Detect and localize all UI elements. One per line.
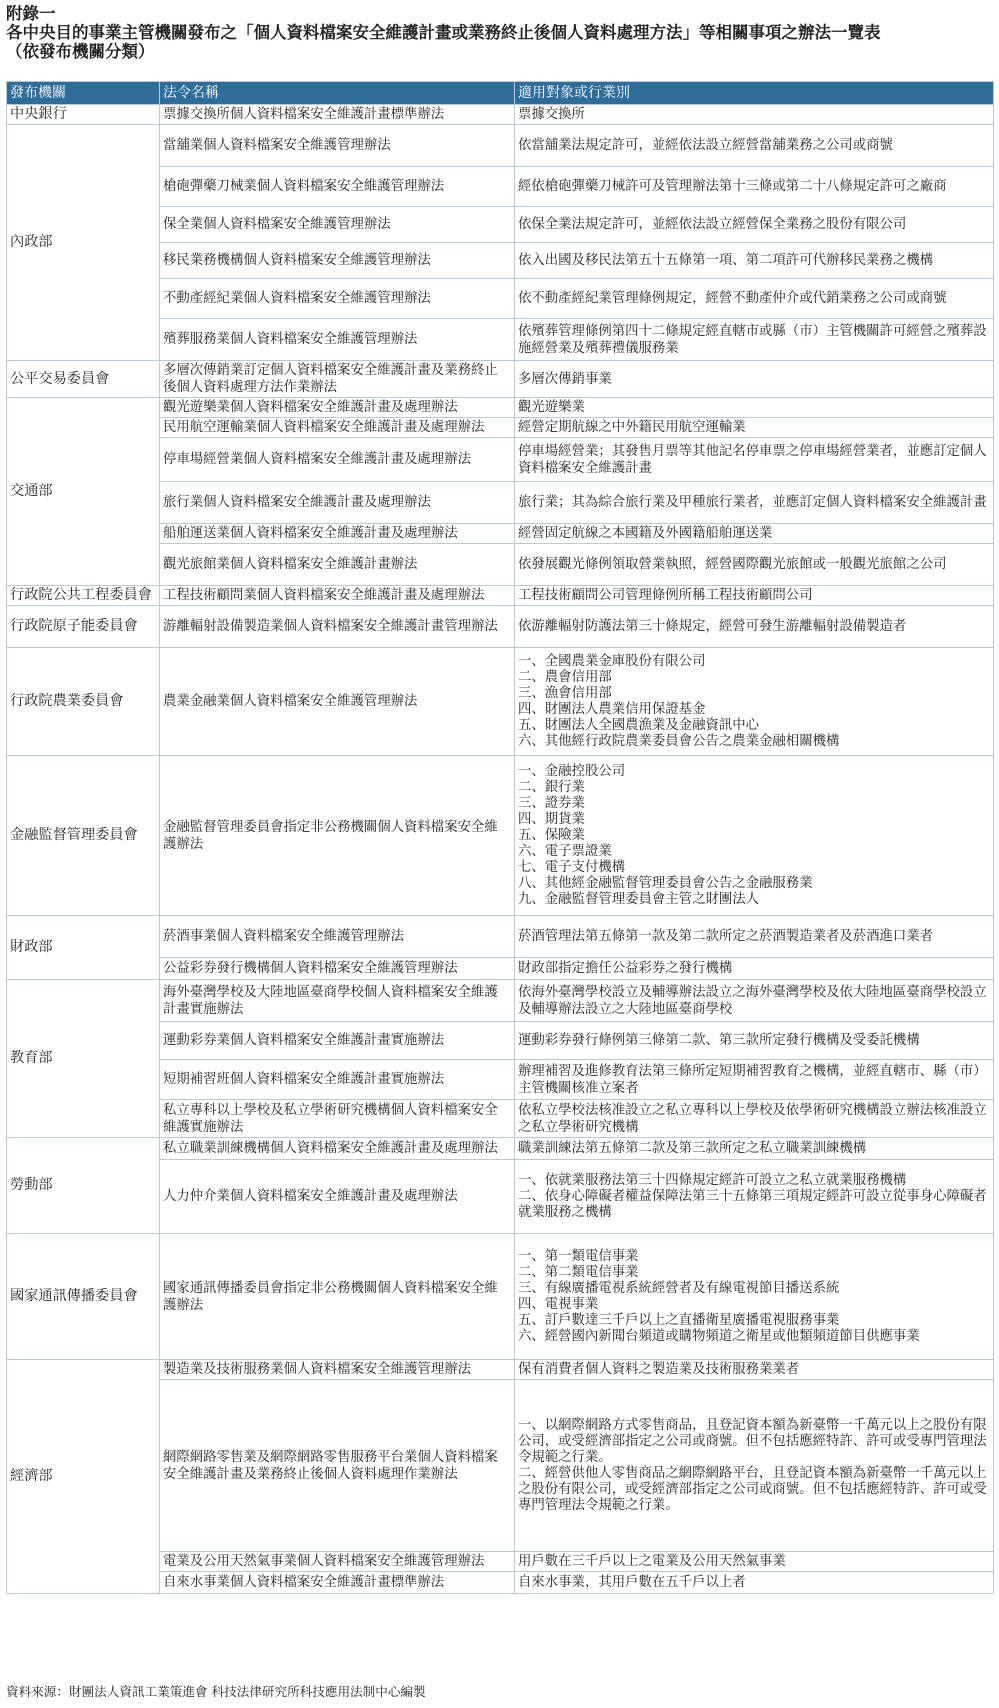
target-cell: 觀光遊樂業 <box>515 398 994 418</box>
agency-cell: 行政院農業委員會 <box>7 648 160 756</box>
target-cell: 運動彩券發行條例第三條第二款、第三款所定發行機構及受委託機構 <box>515 1022 994 1060</box>
agency-cell: 財政部 <box>7 916 160 980</box>
law-name-cell: 私立專科以上學校及私立學術研究機構個人資料檔案安全維護實施辦法 <box>160 1100 515 1138</box>
table-row <box>7 916 994 958</box>
agency-cell: 教育部 <box>7 980 160 1138</box>
law-name-cell: 移民業務機構個人資料檔案安全維護管理辦法 <box>160 243 515 279</box>
target-list-item: 五、訂戶數達三千戶以上之直播衛星廣播電視服務事業 <box>518 1312 840 1328</box>
law-name-cell: 海外臺灣學校及大陸地區臺商學校個人資料檔案安全維護計畫實施辦法 <box>160 980 515 1022</box>
law-name-cell: 旅行業個人資料檔案安全維護計畫及處理辦法 <box>160 482 515 524</box>
agency-cell: 交通部 <box>7 398 160 586</box>
law-name-cell: 觀光遊樂業個人資料檔案安全維護計畫及處理辦法 <box>160 398 515 418</box>
table-row <box>7 398 994 418</box>
law-name-cell: 殯葬服務業個人資料檔案安全維護管理辦法 <box>160 319 515 361</box>
table-row <box>7 105 994 125</box>
target-cell <box>515 1380 994 1552</box>
target-cell: 辦理補習及進修教育法第三條所定短期補習教育之機構，並經直轄市、縣（市）主管機關核准立案者 <box>515 1060 994 1100</box>
law-name-cell: 不動產經紀業個人資料檔案安全維護管理辦法 <box>160 279 515 319</box>
target-cell: 依入出國及移民法第五十五條第一項、第二項許可代辦移民業務之機構 <box>515 243 994 279</box>
target-cell: 依發展觀光條例領取營業執照，經營國際觀光旅館或一般觀光旅館之公司 <box>515 544 994 586</box>
table-row <box>7 648 994 756</box>
appendix-label: 附錄一 <box>6 4 56 23</box>
law-name-cell: 觀光旅館業個人資料檔案安全維護計畫辦法 <box>160 544 515 586</box>
target-list-item: 八、其他經金融監督管理委員會公告之金融服務業 <box>518 875 813 891</box>
target-cell: 用戶數在三千戶以上之電業及公用天然氣事業 <box>515 1552 994 1572</box>
document-subtitle: （依發布機關分類） <box>6 42 155 61</box>
target-list-item: 六、電子票證業 <box>518 843 612 859</box>
agency-cell: 內政部 <box>7 125 160 361</box>
target-list-item: 七、電子支付機構 <box>518 859 626 875</box>
target-cell: 依海外臺灣學校設立及輔導辦法設立之海外臺灣學校及依大陸地區臺商學校設立及輔導辦法設立之大陸地區臺商學校 <box>515 980 994 1022</box>
target-cell: 依私立學校法核准設立之私立專科以上學校及依學術研究機構設立辦法核准設立之私立學術研究機構 <box>515 1100 994 1138</box>
law-name-cell: 金融監督管理委員會指定非公務機關個人資料檔案安全維護辦法 <box>160 756 515 916</box>
target-list-item: 三、有線廣播電視系統經營者及有線電視節目播送系統 <box>518 1280 840 1296</box>
target-cell: 財政部指定擔任公益彩券之發行機構 <box>515 958 994 980</box>
law-name-cell: 保全業個人資料檔案安全維護管理辦法 <box>160 207 515 243</box>
target-list-item: 四、電視事業 <box>518 1296 599 1312</box>
target-cell: 依保全業法規定許可，並經依法設立經營保全業務之股份有限公司 <box>515 207 994 243</box>
table-row <box>7 586 994 606</box>
target-list-item: 四、期貨業 <box>518 811 585 827</box>
table-row <box>7 756 994 916</box>
target-list-item: 一、依就業服務法第三十四條規定經許可設立之私立就業服務機構 <box>518 1172 907 1188</box>
target-list-item: 一、全國農業金庫股份有限公司 <box>518 653 706 669</box>
target-cell <box>515 1234 994 1360</box>
table-row <box>7 1234 994 1360</box>
law-name-cell: 民用航空運輸業個人資料檔案安全維護計畫及處理辦法 <box>160 418 515 438</box>
table-row <box>7 361 994 398</box>
table-row <box>7 980 994 1022</box>
agency-cell: 行政院公共工程委員會 <box>7 586 160 606</box>
target-list-item: 九、金融監督管理委員會主管之財團法人 <box>518 891 760 907</box>
target-cell: 經依槍砲彈藥刀械許可及管理辦法第十三條或第二十八條規定許可之廠商 <box>515 167 994 207</box>
law-name-cell: 運動彩券業個人資料檔案安全維護計畫實施辦法 <box>160 1022 515 1060</box>
title-block <box>6 4 991 61</box>
law-name-cell: 當舖業個人資料檔案安全維護管理辦法 <box>160 125 515 167</box>
law-name-cell: 農業金融業個人資料檔案安全維護管理辦法 <box>160 648 515 756</box>
target-cell: 經營固定航線之本國籍及外國籍船舶運送業 <box>515 524 994 544</box>
target-cell: 依不動產經紀業管理條例規定，經營不動產仲介或代銷業務之公司或商號 <box>515 279 994 319</box>
target-cell: 工程技術顧問公司管理條例所稱工程技術顧問公司 <box>515 586 994 606</box>
column-header-agency: 發布機關 <box>7 82 160 105</box>
target-list-item: 五、保險業 <box>518 827 585 843</box>
agency-cell: 金融監督管理委員會 <box>7 756 160 916</box>
target-list-item: 五、財團法人全國農漁業及金融資訊中心 <box>518 717 760 733</box>
law-name-cell: 停車場經營業個人資料檔案安全維護計畫及處理辦法 <box>160 438 515 482</box>
target-list-item: 一、第一類電信事業 <box>518 1248 639 1264</box>
law-name-cell: 國家通訊傳播委員會指定非公務機關個人資料檔案安全維護辦法 <box>160 1234 515 1360</box>
target-cell: 職業訓練法第五條第二款及第三款所定之私立職業訓練機構 <box>515 1138 994 1160</box>
law-name-cell: 自來水事業個人資料檔案安全維護計畫標準辦法 <box>160 1572 515 1594</box>
target-cell <box>515 1160 994 1234</box>
agency-cell: 勞動部 <box>7 1138 160 1234</box>
law-name-cell: 電業及公用天然氣事業個人資料檔案安全維護管理辦法 <box>160 1552 515 1572</box>
law-name-cell: 菸酒事業個人資料檔案安全維護管理辦法 <box>160 916 515 958</box>
target-cell: 依游離輻射防護法第三十條規定，經營可發生游離輻射設備製造者 <box>515 606 994 648</box>
target-cell: 自來水事業，其用戶數在五千戶以上者 <box>515 1572 994 1594</box>
target-cell: 菸酒管理法第五條第一款及第二款所定之菸酒製造業者及菸酒進口業者 <box>515 916 994 958</box>
target-list-item: 二、依身心障礙者權益保障法第三十五條第三項規定經許可設立從事身心障礙者就業服務之機構 <box>518 1188 987 1220</box>
table-row <box>7 606 994 648</box>
column-header-law: 法令名稱 <box>160 82 515 105</box>
target-cell: 保有消費者個人資料之製造業及技術服務業業者 <box>515 1360 994 1380</box>
table-row <box>7 1138 994 1160</box>
target-list-item: 六、其他經行政院農業委員會公告之農業金融相關機構 <box>518 733 840 749</box>
document-title: 各中央目的事業主管機關發布之「個人資料檔案安全維護計畫或業務終止後個人資料處理方法」等相關事項之辦法一覽表 <box>6 23 881 42</box>
law-name-cell: 船舶運送業個人資料檔案安全維護計畫及處理辦法 <box>160 524 515 544</box>
target-cell: 經營定期航線之中外籍民用航空運輸業 <box>515 418 994 438</box>
law-name-cell: 短期補習班個人資料檔案安全維護計畫實施辦法 <box>160 1060 515 1100</box>
law-name-cell: 多層次傳銷業訂定個人資料檔案安全維護計畫及業務終止後個人資料處理方法作業辦法 <box>160 361 515 398</box>
agency-cell: 經濟部 <box>7 1360 160 1594</box>
law-name-cell: 私立職業訓練機構個人資料檔案安全維護計畫及處理辦法 <box>160 1138 515 1160</box>
target-list-item: 一、以網際網路方式零售商品，且登記資本額為新臺幣一千萬元以上之股份有限公司，或受經濟部指定之公司或商號。但不包括應經特許、許可或受專門管理法令規範之行業。 <box>518 1417 987 1465</box>
agency-cell: 中央銀行 <box>7 105 160 125</box>
law-name-cell: 票據交換所個人資料檔案安全維護計畫標準辦法 <box>160 105 515 125</box>
column-header-target: 適用對象或行業別 <box>515 82 994 105</box>
law-name-cell: 製造業及技術服務業個人資料檔案安全維護管理辦法 <box>160 1360 515 1380</box>
agency-cell: 行政院原子能委員會 <box>7 606 160 648</box>
table-body <box>7 105 994 1594</box>
target-list-item: 三、證券業 <box>518 795 585 811</box>
target-cell <box>515 756 994 916</box>
source-note: 資料來源：財團法人資訊工業策進會 科技法律研究所科技應用法制中心編製 <box>6 1684 426 1699</box>
table-header-row <box>7 82 994 105</box>
law-name-cell: 槍砲彈藥刀械業個人資料檔案安全維護管理辦法 <box>160 167 515 207</box>
law-name-cell: 游離輻射設備製造業個人資料檔案安全維護計畫管理辦法 <box>160 606 515 648</box>
target-cell: 票據交換所 <box>515 105 994 125</box>
target-list-item: 二、經營供他人零售商品之網際網路平台，且登記資本額為新臺幣一千萬元以上之股份有限公司，或受經濟部指定之公司或商號。但不包括應經特許、許可或受專門管理法令規範之行業。 <box>518 1465 987 1513</box>
target-cell: 依當舖業法規定許可，並經依法設立經營當舖業務之公司或商號 <box>515 125 994 167</box>
target-cell <box>515 648 994 756</box>
target-list-item: 六、經營國內新聞台頻道或購物頻道之衛星或他類頻道節目供應事業 <box>518 1328 920 1344</box>
table-row <box>7 125 994 167</box>
law-name-cell: 公益彩券發行機構個人資料檔案安全維護管理辦法 <box>160 958 515 980</box>
target-list-item: 二、銀行業 <box>518 779 585 795</box>
law-name-cell: 人力仲介業個人資料檔案安全維護計畫及處理辦法 <box>160 1160 515 1234</box>
law-name-cell: 工程技術顧問業個人資料檔案安全維護計畫及處理辦法 <box>160 586 515 606</box>
table-row <box>7 1360 994 1380</box>
law-name-cell: 網際網路零售業及網際網路零售服務平台業個人資料檔案安全維護計畫及業務終止後個人資料處理作業辦法 <box>160 1380 515 1552</box>
target-list-item: 二、農會信用部 <box>518 669 612 685</box>
target-list-item: 四、財團法人農業信用保證基金 <box>518 701 706 717</box>
target-list-item: 一、金融控股公司 <box>518 763 626 779</box>
target-list-item: 三、漁會信用部 <box>518 685 612 701</box>
target-cell: 旅行業；其為綜合旅行業及甲種旅行業者，並應訂定個人資料檔案安全維護計畫 <box>515 482 994 524</box>
target-list-item: 二、第二類電信事業 <box>518 1264 639 1280</box>
agency-cell: 公平交易委員會 <box>7 361 160 398</box>
target-cell: 依殯葬管理條例第四十二條規定經直轄市或縣（市）主管機關許可經營之殯葬設施經營業及殯葬禮儀服務業 <box>515 319 994 361</box>
target-cell: 停車場經營業；其發售月票等其他記名停車票之停車場經營業者，並應訂定個人資料檔案安全維護計畫 <box>515 438 994 482</box>
regulations-table <box>6 81 994 1594</box>
target-cell: 多層次傳銷事業 <box>515 361 994 398</box>
agency-cell: 國家通訊傳播委員會 <box>7 1234 160 1360</box>
